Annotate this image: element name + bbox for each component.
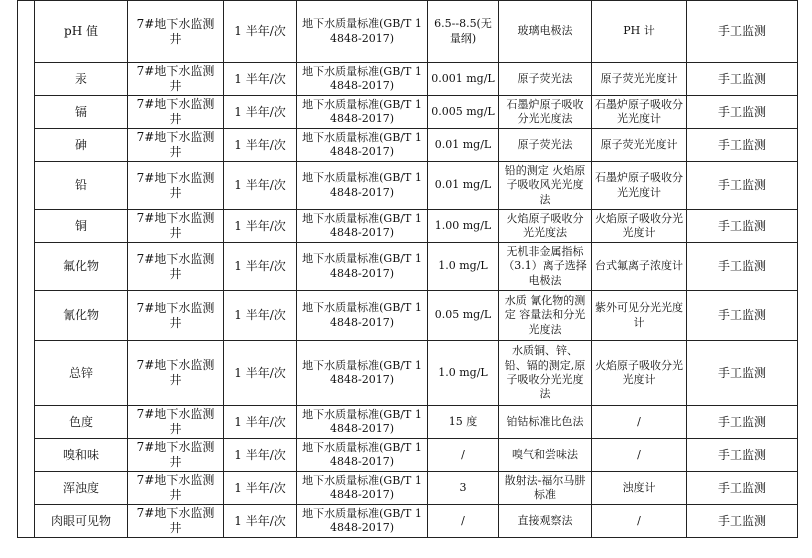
cell-limit: 3 bbox=[428, 472, 499, 505]
cell-item: 砷 bbox=[35, 129, 128, 162]
cell-standard: 地下水质量标准(GB/T 14848-2017) bbox=[297, 63, 428, 96]
merged-index-cell bbox=[18, 1, 35, 538]
cell-item: pH 值 bbox=[35, 1, 128, 63]
cell-frequency: 1 半年/次 bbox=[224, 1, 297, 63]
cell-limit: 0.005 mg/L bbox=[428, 96, 499, 129]
cell-method: 铅的测定 火焰原子吸收风光光度法 bbox=[499, 162, 592, 210]
cell-frequency: 1 半年/次 bbox=[224, 472, 297, 505]
table-row bbox=[18, 96, 798, 129]
table-row bbox=[18, 505, 798, 538]
table-row bbox=[18, 472, 798, 505]
cell-frequency: 1 半年/次 bbox=[224, 341, 297, 406]
cell-method: 水质铜、锌、铅、镉的测定,原子吸收分光光度法 bbox=[499, 341, 592, 406]
cell-location: 7#地下水监测井 bbox=[128, 210, 224, 243]
cell-standard: 地下水质量标准(GB/T 14848-2017) bbox=[297, 341, 428, 406]
cell-item: 汞 bbox=[35, 63, 128, 96]
cell-standard: 地下水质量标准(GB/T 14848-2017) bbox=[297, 162, 428, 210]
cell-frequency: 1 半年/次 bbox=[224, 505, 297, 538]
cell-item: 色度 bbox=[35, 406, 128, 439]
cell-equipment: 火焰原子吸收分光光度计 bbox=[592, 341, 687, 406]
cell-frequency: 1 半年/次 bbox=[224, 243, 297, 291]
cell-frequency: 1 半年/次 bbox=[224, 291, 297, 341]
cell-equipment: 原子荧光光度计 bbox=[592, 63, 687, 96]
cell-standard: 地下水质量标准(GB/T 14848-2017) bbox=[297, 96, 428, 129]
cell-frequency: 1 半年/次 bbox=[224, 406, 297, 439]
cell-equipment: PH 计 bbox=[592, 1, 687, 63]
cell-frequency: 1 半年/次 bbox=[224, 129, 297, 162]
groundwater-monitoring-table bbox=[17, 0, 798, 538]
cell-standard: 地下水质量标准(GB/T 14848-2017) bbox=[297, 472, 428, 505]
cell-limit: 0.01 mg/L bbox=[428, 129, 499, 162]
cell-standard: 地下水质量标准(GB/T 14848-2017) bbox=[297, 505, 428, 538]
cell-limit: 15 度 bbox=[428, 406, 499, 439]
cell-method: 铂钴标准比色法 bbox=[499, 406, 592, 439]
cell-equipment: / bbox=[592, 505, 687, 538]
cell-limit: / bbox=[428, 439, 499, 472]
cell-standard: 地下水质量标准(GB/T 14848-2017) bbox=[297, 243, 428, 291]
cell-equipment: 原子荧光光度计 bbox=[592, 129, 687, 162]
cell-location: 7#地下水监测井 bbox=[128, 63, 224, 96]
cell-method: 水质 氰化物的测定 容量法和分光光度法 bbox=[499, 291, 592, 341]
cell-location: 7#地下水监测井 bbox=[128, 472, 224, 505]
cell-standard: 地下水质量标准(GB/T 14848-2017) bbox=[297, 1, 428, 63]
cell-equipment: / bbox=[592, 439, 687, 472]
cell-equipment: 浊度计 bbox=[592, 472, 687, 505]
cell-method: 无机非金属指标（3.1）离子选择电极法 bbox=[499, 243, 592, 291]
cell-standard: 地下水质量标准(GB/T 14848-2017) bbox=[297, 439, 428, 472]
cell-location: 7#地下水监测井 bbox=[128, 505, 224, 538]
cell-standard: 地下水质量标准(GB/T 14848-2017) bbox=[297, 291, 428, 341]
cell-location: 7#地下水监测井 bbox=[128, 96, 224, 129]
cell-equipment: 紫外可见分光光度计 bbox=[592, 291, 687, 341]
cell-limit: 1.0 mg/L bbox=[428, 341, 499, 406]
cell-mode: 手工监测 bbox=[687, 439, 798, 472]
cell-item: 浑浊度 bbox=[35, 472, 128, 505]
cell-item: 铜 bbox=[35, 210, 128, 243]
cell-limit: 1.00 mg/L bbox=[428, 210, 499, 243]
cell-frequency: 1 半年/次 bbox=[224, 162, 297, 210]
cell-method: 石墨炉原子吸收分光光度法 bbox=[499, 96, 592, 129]
cell-mode: 手工监测 bbox=[687, 1, 798, 63]
cell-equipment: 石墨炉原子吸收分光光度计 bbox=[592, 96, 687, 129]
table-row bbox=[18, 129, 798, 162]
cell-standard: 地下水质量标准(GB/T 14848-2017) bbox=[297, 129, 428, 162]
cell-frequency: 1 半年/次 bbox=[224, 210, 297, 243]
table-row bbox=[18, 406, 798, 439]
cell-equipment: 石墨炉原子吸收分光光度计 bbox=[592, 162, 687, 210]
cell-limit: 1.0 mg/L bbox=[428, 243, 499, 291]
cell-method: 原子荧光法 bbox=[499, 63, 592, 96]
cell-location: 7#地下水监测井 bbox=[128, 162, 224, 210]
cell-method: 嗅气和尝味法 bbox=[499, 439, 592, 472]
table-row bbox=[18, 341, 798, 406]
cell-method: 火焰原子吸收分光光度法 bbox=[499, 210, 592, 243]
cell-item: 镉 bbox=[35, 96, 128, 129]
table-row bbox=[18, 63, 798, 96]
cell-item: 氰化物 bbox=[35, 291, 128, 341]
cell-mode: 手工监测 bbox=[687, 63, 798, 96]
cell-location: 7#地下水监测井 bbox=[128, 341, 224, 406]
cell-frequency: 1 半年/次 bbox=[224, 439, 297, 472]
cell-location: 7#地下水监测井 bbox=[128, 1, 224, 63]
cell-limit: 0.001 mg/L bbox=[428, 63, 499, 96]
table-row bbox=[18, 243, 798, 291]
cell-mode: 手工监测 bbox=[687, 162, 798, 210]
cell-equipment: / bbox=[592, 406, 687, 439]
table-row bbox=[18, 210, 798, 243]
cell-location: 7#地下水监测井 bbox=[128, 406, 224, 439]
cell-equipment: 火焰原子吸收分光光度计 bbox=[592, 210, 687, 243]
cell-mode: 手工监测 bbox=[687, 472, 798, 505]
cell-mode: 手工监测 bbox=[687, 129, 798, 162]
cell-standard: 地下水质量标准(GB/T 14848-2017) bbox=[297, 406, 428, 439]
cell-frequency: 1 半年/次 bbox=[224, 96, 297, 129]
cell-location: 7#地下水监测井 bbox=[128, 439, 224, 472]
cell-item: 嗅和味 bbox=[35, 439, 128, 472]
cell-limit: / bbox=[428, 505, 499, 538]
cell-mode: 手工监测 bbox=[687, 505, 798, 538]
cell-mode: 手工监测 bbox=[687, 243, 798, 291]
cell-location: 7#地下水监测井 bbox=[128, 243, 224, 291]
table-row bbox=[18, 439, 798, 472]
cell-mode: 手工监测 bbox=[687, 291, 798, 341]
cell-item: 氟化物 bbox=[35, 243, 128, 291]
cell-frequency: 1 半年/次 bbox=[224, 63, 297, 96]
cell-limit: 0.01 mg/L bbox=[428, 162, 499, 210]
cell-mode: 手工监测 bbox=[687, 210, 798, 243]
cell-method: 散射法-福尔马肼标准 bbox=[499, 472, 592, 505]
document-page bbox=[17, 0, 797, 541]
cell-standard: 地下水质量标准(GB/T 14848-2017) bbox=[297, 210, 428, 243]
cell-item: 总锌 bbox=[35, 341, 128, 406]
cell-limit: 6.5--8.5(无量纲) bbox=[428, 1, 499, 63]
table-body bbox=[18, 1, 798, 538]
table-row bbox=[18, 1, 798, 63]
cell-mode: 手工监测 bbox=[687, 341, 798, 406]
cell-limit: 0.05 mg/L bbox=[428, 291, 499, 341]
cell-equipment: 台式氟离子浓度计 bbox=[592, 243, 687, 291]
cell-method: 直接观察法 bbox=[499, 505, 592, 538]
cell-item: 肉眼可见物 bbox=[35, 505, 128, 538]
cell-mode: 手工监测 bbox=[687, 406, 798, 439]
cell-mode: 手工监测 bbox=[687, 96, 798, 129]
table-row bbox=[18, 291, 798, 341]
cell-location: 7#地下水监测井 bbox=[128, 291, 224, 341]
table-row bbox=[18, 162, 798, 210]
cell-method: 玻璃电极法 bbox=[499, 1, 592, 63]
cell-item: 铅 bbox=[35, 162, 128, 210]
cell-location: 7#地下水监测井 bbox=[128, 129, 224, 162]
cell-method: 原子荧光法 bbox=[499, 129, 592, 162]
